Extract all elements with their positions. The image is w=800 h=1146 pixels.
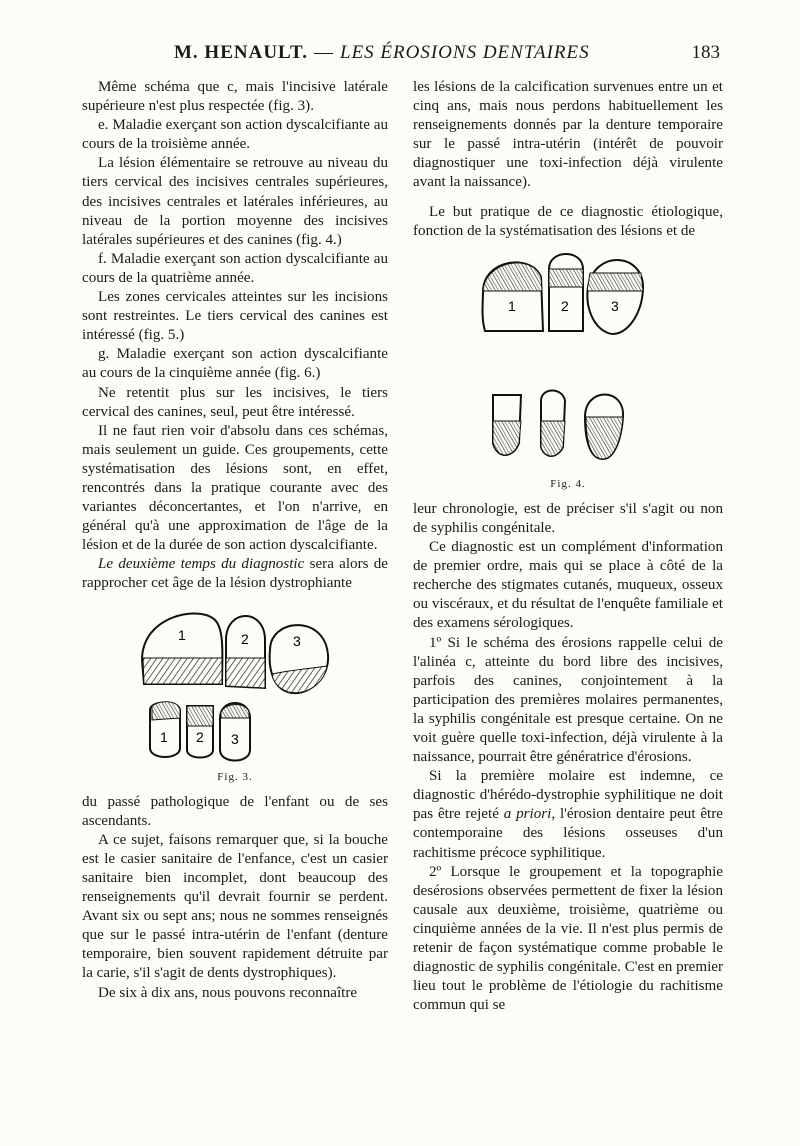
figure-4 [413, 247, 723, 494]
fig3-label-lower-3: 3 [231, 730, 239, 747]
fig3-label-upper-2: 2 [241, 630, 249, 647]
right-paragraph-1: les lésions de la calcification survenues entre un et cinq ans, mais nous perdons habituellement les renseignements donnés par la denture temporaire sur le passé intra-utérin (intérêt de pouvoir diagnostiquer une toxi-infection déjà virulente avant la naissance). [413, 79, 723, 191]
right-paragraph-2: Le but pratique de ce diagnostic étiologique, fonction de la systématisation des lésions et de [413, 203, 723, 239]
page-number: 183 [691, 42, 720, 63]
running-title [174, 42, 590, 64]
a-priori-phrase: a priori [503, 806, 552, 823]
header-subject: LES ÉROSIONS DENTAIRES [340, 42, 590, 63]
right-paragraph-6-end: , l'érosion dentaire peut être contemporaine des lésions osseuses d'un rachitisme précoce syphilitique. [413, 806, 723, 861]
right-column [413, 78, 723, 1015]
left-paragraph-7: Ne retentit plus sur les incisives, le tiers cervical des canines, seul, peut être intéressé. [82, 384, 388, 420]
left-paragraph-9 [82, 555, 388, 593]
figure-3-caption: Fig. 3. [217, 770, 253, 783]
left-paragraph-3: La lésion élémentaire se retrouve au niveau du tiers cervical des incisives centrales supérieures, des incisives centrales et latérales inférieures, au niveau de la portion moyenne des incisives latérales supérieures et des canines (fig. 4.) [82, 155, 388, 248]
left-paragraph-6: g. Maladie exerçant son action dyscalcifiante au cours de la cinquième année (fig. 6.) [82, 346, 388, 382]
right-paragraph-6-start: Si la première molaire est indemne, ce diagnostic d'hérédo-dystrophie syphilitique ne doit pas être rejeté [413, 768, 723, 823]
fig4-label-1: 1 [508, 297, 516, 314]
left-paragraph-5: Les zones cervicales atteintes sur les incisions sont restreintes. Le tiers cervical des canines est intéressé (fig. 5.) [82, 289, 388, 344]
left-paragraph-12: De six à dix ans, nous pouvons reconnaître [98, 984, 358, 1001]
left-paragraph-1: Même schéma que c, mais l'incisive latérale supérieure n'est plus respectée (fig. 3). [82, 79, 388, 115]
right-paragraph-6 [413, 767, 723, 862]
right-paragraph-7: 2º Lorsque le groupement et la topographie desérosions observées permettent de fixer la lésion causale aux deuxième, troisième, quatrième ou cinquième années de la vie. Il n'est plus permis de retenir de façon systématique comme probable le diagnostic de syphilis congénitale. C'est en premier lieu tout le problème de l'étiologie du rachitisme commun qui se [413, 863, 723, 1014]
header-dash: — [314, 42, 334, 63]
right-paragraph-3: leur chronologie, est de préciser s'il s'agit ou non de syphilis congénitale. [413, 500, 723, 536]
left-paragraph-11: A ce sujet, faisons remarquer que, si la bouche est le casier sanitaire de l'enfance, c'est un casier sanitaire bien incomplet, dont beaucoup des renseignements qu'il devrait fournir se perdent. Avant six ou sept ans; nous ne sommes renseignés que sur le passé intra-utérin de l'enfant (denture temporaire, bien souvent rapidement détruite par la carie, s'il s'agit de dents dystrophiques). [82, 831, 388, 982]
right-paragraph-5: 1º Si le schéma des érosions rappelle celui de l'alinéa c, atteinte du bord libre des incisives, parfois des canines, conjointement à la participation des premières molaires permanentes, la syphilis congénitale est presque certaine. On ne voit guère quelle toxi-infection, déjà virulente à la naissance, pourrait être génératrice d'érosions. [413, 634, 723, 766]
left-column [82, 78, 388, 1003]
right-paragraph-4: Ce diagnostic est un complément d'information de premier ordre, mais qui se place à côté de la recherche des stigmates cutanés, muqueux, osseux ou viscéraux, et du résultat de l'enquête familiale et des examens sérologiques. [413, 539, 723, 632]
fig3-label-upper-1: 1 [178, 626, 186, 643]
fig4-label-3: 3 [611, 297, 619, 314]
fig3-label-lower-1: 1 [160, 728, 168, 745]
left-paragraph-4: f. Maladie exerçant son action dyscalcifiante au cours de la quatrième année. [82, 250, 388, 286]
figure-4-drawing [463, 247, 673, 473]
left-paragraph-8: Il ne faut rien voir d'absolu dans ces schémas, mais seulement un guide. Ces groupements, cette systématisation des lésions sont, en effet, rencontrés dans la pratique courante avec des variantes déconcertantes, et l'on n'arrive, en général qu'à une approximation de l'âge de la lésion et de la durée de son action dyscalcifiante. [82, 422, 388, 554]
figure-3 [82, 600, 388, 787]
figure-3-drawing [130, 600, 340, 766]
running-header [84, 42, 720, 72]
left-paragraph-9-rest: sera alors de rapprocher cet âge de la lésion dystrophiante [82, 556, 388, 592]
diagnostic-phrase: Le deuxième temps du diagnostic [98, 556, 305, 573]
left-paragraph-10: du passé pathologique de l'enfant ou de ses ascendants. [82, 793, 388, 829]
fig3-label-lower-2: 2 [196, 728, 204, 745]
left-paragraph-2: e. Maladie exerçant son action dyscalcifiante au cours de la troisième année. [82, 117, 388, 153]
fig4-label-2: 2 [561, 297, 569, 314]
fig3-label-upper-3: 3 [293, 632, 301, 649]
figure-4-caption: Fig. 4. [550, 477, 586, 490]
header-author: M. HENAULT. [174, 42, 308, 63]
